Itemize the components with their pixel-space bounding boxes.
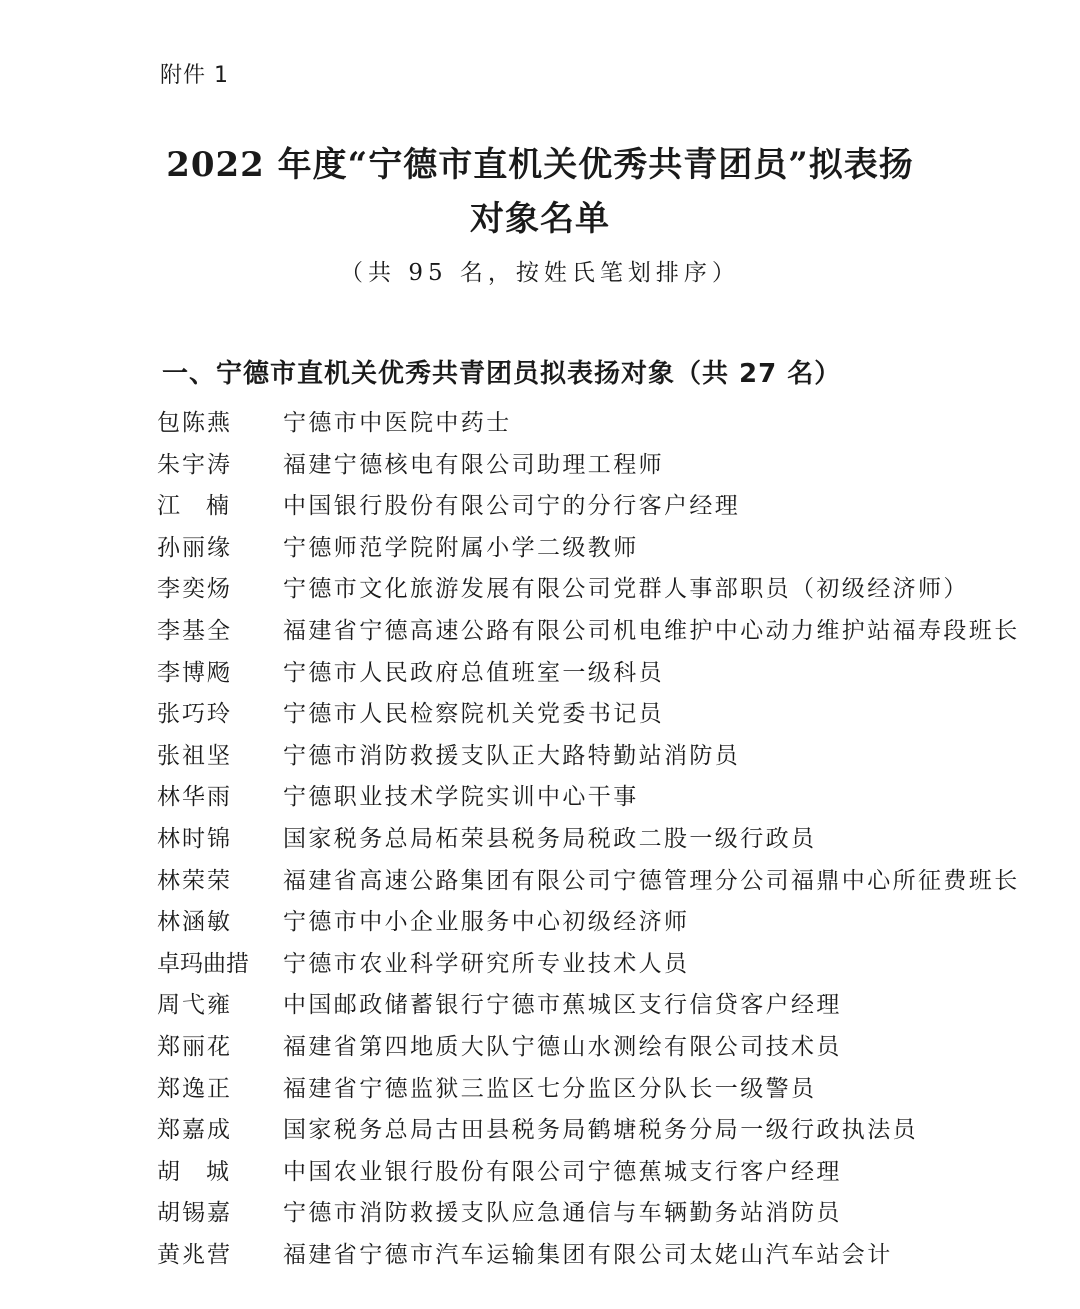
list-item xyxy=(0,861,1080,903)
list-item xyxy=(0,611,1080,653)
person-name: 李基全 xyxy=(157,617,232,644)
list-item xyxy=(0,1110,1080,1152)
person-unit: 国家税务总局古田县税务局鹤塘税务分局一级行政执法员 xyxy=(283,1117,918,1144)
person-unit: 福建宁德核电有限公司助理工程师 xyxy=(283,451,664,478)
list-item xyxy=(0,569,1080,611)
person-unit: 宁德市中医院中药士 xyxy=(283,410,512,436)
list-item xyxy=(0,486,1080,528)
person-name: 林华雨 xyxy=(157,784,232,811)
list-item xyxy=(0,1152,1080,1194)
person-name: 郑嘉成 xyxy=(157,1117,232,1144)
list-item xyxy=(0,445,1080,487)
list-item xyxy=(0,944,1080,986)
person-unit: 中国银行股份有限公司宁的分行客户经理 xyxy=(283,493,741,520)
person-name: 孙丽缘 xyxy=(157,534,232,561)
person-unit: 宁德职业技术学院实训中心干事 xyxy=(283,784,639,811)
person-unit: 福建省高速公路集团有限公司宁德管理分公司福鼎中心所征费班长 xyxy=(283,867,1020,894)
person-unit: 宁德市文化旅游发展有限公司党群人事部职员（初级经济师） xyxy=(283,576,969,603)
document-subtitle: （共 95 名，按姓氏笔划排序） xyxy=(340,260,740,286)
person-name: 江楠 xyxy=(157,493,255,520)
list-item xyxy=(0,985,1080,1027)
list-item xyxy=(0,777,1080,819)
person-name: 张巧玲 xyxy=(157,701,232,728)
person-unit: 国家税务总局柘荣县税务局税政二股一级行政员 xyxy=(283,825,817,852)
document-title-line-1: 2022 年度“宁德市直机关优秀共青团员”拟表扬 xyxy=(166,145,914,185)
person-name: 郑逸正 xyxy=(157,1075,232,1102)
list-item xyxy=(0,1193,1080,1235)
person-unit: 福建省第四地质大队宁德山水测绘有限公司技术员 xyxy=(283,1033,842,1060)
person-unit: 宁德市消防救援支队应急通信与车辆勤务站消防员 xyxy=(283,1200,842,1227)
list-item xyxy=(0,902,1080,944)
person-name: 黄兆营 xyxy=(157,1241,232,1268)
person-name: 周弋雍 xyxy=(157,992,232,1019)
list-item xyxy=(0,403,1080,445)
person-unit: 宁德市人民政府总值班室一级科员 xyxy=(283,659,664,686)
list-item xyxy=(0,528,1080,570)
list-item xyxy=(0,694,1080,736)
person-name: 张祖坚 xyxy=(157,742,232,769)
person-name: 林荣荣 xyxy=(157,867,232,894)
document-title-line-2: 对象名单 xyxy=(470,199,610,239)
person-unit: 宁德市农业科学研究所专业技术人员 xyxy=(283,950,690,977)
people-list xyxy=(0,403,1080,1276)
person-unit: 中国农业银行股份有限公司宁德蕉城支行客户经理 xyxy=(283,1158,842,1185)
list-item xyxy=(0,653,1080,695)
person-unit: 中国邮政储蓄银行宁德市蕉城区支行信贷客户经理 xyxy=(283,992,842,1019)
person-name: 包陈燕 xyxy=(157,410,232,436)
person-name: 胡城 xyxy=(157,1158,255,1185)
person-name: 李奕炀 xyxy=(157,576,232,603)
person-unit: 宁德师范学院附属小学二级教师 xyxy=(283,534,639,561)
person-name: 郑丽花 xyxy=(157,1033,232,1060)
person-unit: 福建省宁德监狱三监区七分监区分队长一级警员 xyxy=(283,1075,817,1102)
person-name: 胡锡嘉 xyxy=(157,1200,232,1227)
person-unit: 宁德市中小企业服务中心初级经济师 xyxy=(283,909,690,936)
person-unit: 宁德市消防救援支队正大路特勤站消防员 xyxy=(283,742,741,769)
person-name: 李博飏 xyxy=(157,659,232,686)
list-item xyxy=(0,1235,1080,1277)
person-name: 林时锦 xyxy=(157,825,232,852)
list-item xyxy=(0,1069,1080,1111)
person-name: 林涵敏 xyxy=(157,909,232,936)
person-name: 卓玛曲措 xyxy=(157,950,249,977)
person-name: 朱宇涛 xyxy=(157,451,232,478)
attachment-label: 附件 1 xyxy=(160,63,229,88)
section-heading: 一、宁德市直机关优秀共青团员拟表扬对象（共 27 名） xyxy=(162,359,842,389)
person-unit: 福建省宁德市汽车运输集团有限公司太姥山汽车站会计 xyxy=(283,1241,893,1268)
list-item xyxy=(0,736,1080,778)
list-item xyxy=(0,1027,1080,1069)
person-unit: 宁德市人民检察院机关党委书记员 xyxy=(283,701,664,728)
list-item xyxy=(0,819,1080,861)
person-unit: 福建省宁德高速公路有限公司机电维护中心动力维护站福寿段班长 xyxy=(283,617,1020,644)
